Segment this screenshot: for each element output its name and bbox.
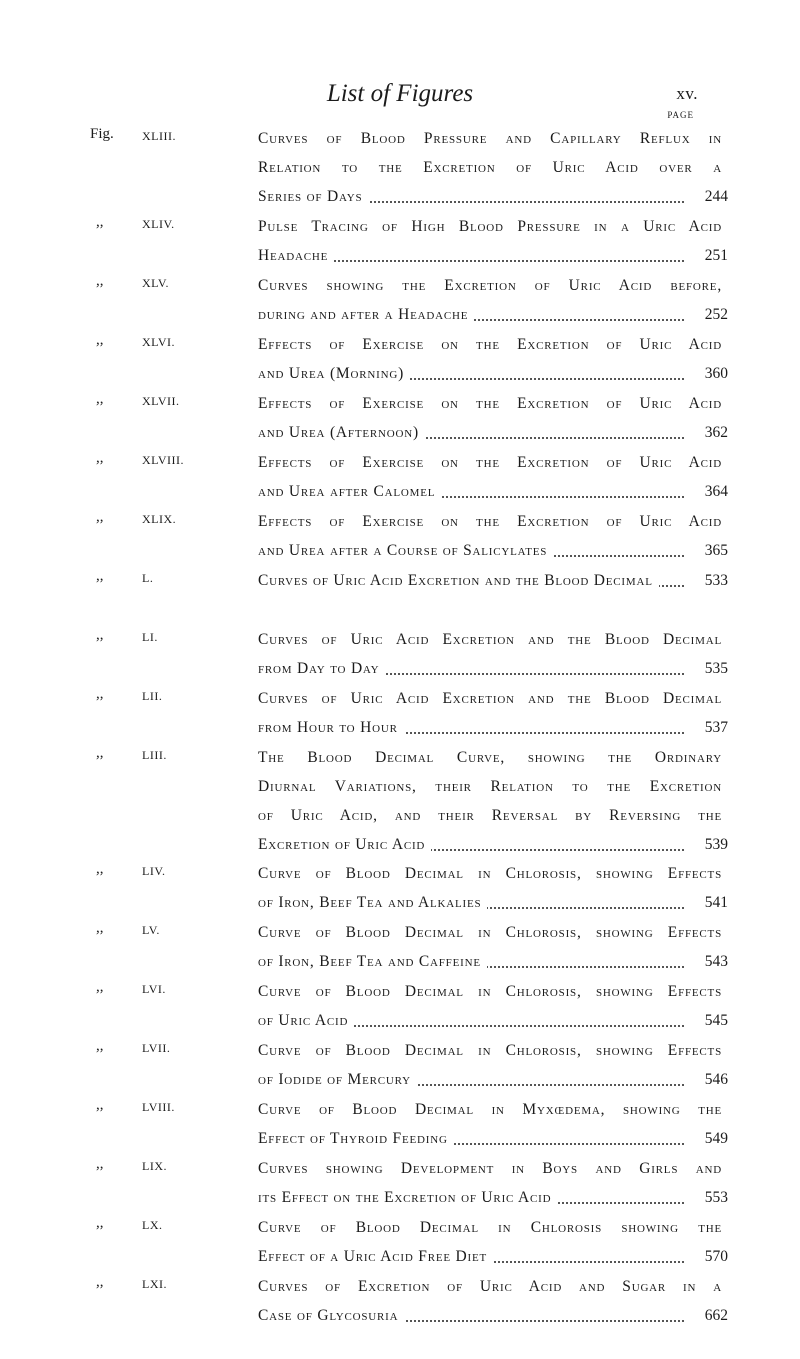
caption-line	[258, 241, 728, 270]
caption-line	[258, 300, 728, 329]
caption-text: its Effect on the Excretion of Uric Acid	[258, 1189, 557, 1206]
caption-line	[258, 830, 728, 859]
figure-number: LIII.	[142, 748, 167, 762]
caption-text: The Blood Decimal Curve, showing the Ordinary	[258, 749, 728, 766]
caption-text: Curve of Blood Decimal in Chlorosis showing the	[258, 1219, 728, 1236]
figure-page-number: 662	[699, 1301, 728, 1330]
caption-text: Curve of Blood Decimal in Chlorosis, showing Effects	[258, 983, 728, 1000]
figure-entry	[0, 918, 800, 977]
caption-text: and Urea after Calomel	[258, 483, 441, 500]
caption-line	[258, 507, 728, 536]
figure-caption	[258, 448, 728, 506]
ditto-mark: ,,	[96, 920, 104, 936]
ditto-mark: ,,	[96, 861, 104, 877]
caption-line	[258, 359, 728, 388]
figure-number: LII.	[142, 689, 163, 703]
figure-number: LVI.	[142, 982, 166, 996]
figure-list	[0, 124, 800, 1331]
figure-page-number: 533	[699, 566, 728, 595]
ditto-mark: ,,	[96, 686, 104, 702]
caption-text: Pulse Tracing of High Blood Pressure in a Uric Acid	[258, 218, 728, 235]
caption-line	[258, 1065, 728, 1094]
caption-line	[258, 1124, 728, 1153]
caption-text: Curves showing Development in Boys and Girls and	[258, 1160, 728, 1177]
caption-text: Curve of Blood Decimal in Chlorosis, showing Effects	[258, 1042, 728, 1059]
caption-text: Effects of Exercise on the Excretion of Uric Acid	[258, 454, 728, 471]
ditto-mark: ,,	[96, 979, 104, 995]
caption-line	[258, 684, 728, 713]
figure-page-number: 545	[699, 1006, 728, 1035]
running-title: List of Figures	[326, 80, 474, 107]
caption-text: of Iron, Beef Tea and Caffeine	[258, 953, 487, 970]
caption-text: Curves of Blood Pressure and Capillary Reflux in	[258, 130, 728, 147]
figure-caption	[258, 743, 728, 859]
figure-number: L.	[142, 571, 154, 585]
figure-entry	[0, 625, 800, 684]
figure-entry	[0, 389, 800, 448]
caption-text: Excretion of Uric Acid	[258, 836, 431, 853]
figure-caption	[258, 212, 728, 270]
caption-line	[258, 477, 728, 506]
figure-page-number: 553	[699, 1183, 728, 1212]
ditto-mark: ,,	[96, 450, 104, 466]
figure-number: LV.	[142, 923, 160, 937]
caption-line	[258, 1095, 728, 1124]
figure-caption	[258, 1272, 728, 1330]
figure-entry	[0, 271, 800, 330]
figure-number: XLV.	[142, 276, 170, 290]
caption-text: from Hour to Hour	[258, 719, 404, 736]
page-number: xv.	[676, 84, 698, 103]
figure-number: XLVIII.	[142, 453, 185, 467]
figure-caption	[258, 389, 728, 447]
ditto-mark: ,,	[96, 1215, 104, 1231]
figure-number: XLIX.	[142, 512, 177, 526]
figure-entry	[0, 1272, 800, 1331]
caption-line	[258, 1242, 728, 1271]
figure-caption	[258, 859, 728, 917]
ditto-mark: ,,	[96, 627, 104, 643]
figure-caption	[258, 330, 728, 388]
caption-text: Effects of Exercise on the Excretion of Uric Acid	[258, 513, 728, 530]
figure-entry	[0, 977, 800, 1036]
ditto-mark: ,,	[96, 509, 104, 525]
figure-number: LIV.	[142, 864, 166, 878]
ditto-mark: ,,	[96, 568, 104, 584]
caption-text: Curves showing the Excretion of Uric Acid before,	[258, 277, 728, 294]
caption-line	[258, 182, 728, 211]
figure-page-number: 535	[699, 654, 728, 683]
figure-entry	[0, 684, 800, 743]
caption-line	[258, 418, 728, 447]
figure-caption	[258, 977, 728, 1035]
figure-number: XLIII.	[142, 129, 176, 143]
caption-line	[258, 1154, 728, 1183]
figure-number: LXI.	[142, 1277, 167, 1291]
caption-line	[258, 1301, 728, 1330]
caption-line	[258, 888, 728, 917]
caption-text: of Iron, Beef Tea and Alkalies	[258, 894, 487, 911]
figure-entry	[0, 859, 800, 918]
caption-line	[258, 947, 728, 976]
figure-caption	[258, 1154, 728, 1212]
figure-page-number: 539	[699, 830, 728, 859]
caption-text: of Uric Acid	[258, 1012, 354, 1029]
caption-line	[258, 536, 728, 565]
ditto-mark: ,,	[96, 1097, 104, 1113]
caption-text: Curves of Uric Acid Excretion and the Blood Decimal	[258, 690, 728, 707]
caption-line	[258, 654, 728, 683]
caption-line	[258, 1183, 728, 1212]
figure-number: LIX.	[142, 1159, 167, 1173]
caption-line	[258, 124, 728, 153]
page-column-label: PAGE	[667, 110, 694, 120]
figure-entry	[0, 1154, 800, 1213]
caption-line	[258, 153, 728, 182]
figure-caption	[258, 507, 728, 565]
figure-page-number: 541	[699, 888, 728, 917]
ditto-mark: ,,	[96, 1156, 104, 1172]
caption-text: Curves of Excretion of Uric Acid and Sugar in a	[258, 1278, 728, 1295]
figure-number: XLVII.	[142, 394, 180, 408]
figure-page-number: 543	[699, 947, 728, 976]
caption-text: Effect of a Uric Acid Free Diet	[258, 1248, 493, 1265]
caption-line	[258, 1213, 728, 1242]
caption-text: Diurnal Variations, their Relation to the Excretion	[258, 778, 728, 795]
ditto-mark: ,,	[96, 273, 104, 289]
figure-page-number: 537	[699, 713, 728, 742]
ditto-mark: ,,	[96, 332, 104, 348]
caption-text: Curve of Blood Decimal in Chlorosis, showing Effects	[258, 924, 728, 941]
figure-entry	[0, 743, 800, 859]
figure-number: XLVI.	[142, 335, 176, 349]
figure-caption	[258, 124, 728, 211]
figure-caption	[258, 684, 728, 742]
caption-line	[258, 212, 728, 241]
caption-line	[258, 713, 728, 742]
figure-entry	[0, 448, 800, 507]
figure-number: LI.	[142, 630, 158, 644]
ditto-mark: ,,	[96, 745, 104, 761]
caption-text: Series of Days	[258, 188, 368, 205]
figure-page-number: 364	[699, 477, 728, 506]
figure-caption	[258, 1213, 728, 1271]
figure-page-number: 244	[699, 182, 728, 211]
caption-text: Curves of Uric Acid Excretion and the Blood Decimal	[258, 572, 659, 589]
caption-line	[258, 566, 728, 595]
caption-line	[258, 330, 728, 359]
figure-caption	[258, 1095, 728, 1153]
figure-caption	[258, 918, 728, 976]
caption-line	[258, 1006, 728, 1035]
caption-text: Relation to the Excretion of Uric Acid over a	[258, 159, 728, 176]
figure-entry	[0, 124, 800, 212]
figure-prefix: Fig.	[90, 126, 114, 142]
caption-text: Curve of Blood Decimal in Chlorosis, showing Effects	[258, 865, 728, 882]
figure-entry	[0, 1095, 800, 1154]
figure-caption	[258, 271, 728, 329]
caption-line	[258, 977, 728, 1006]
figure-number: LX.	[142, 1218, 163, 1232]
caption-text: Curves of Uric Acid Excretion and the Blood Decimal	[258, 631, 728, 648]
figure-page-number: 549	[699, 1124, 728, 1153]
figure-entry	[0, 1213, 800, 1272]
caption-line	[258, 859, 728, 888]
caption-text: Curve of Blood Decimal in Myxœdema, showing the	[258, 1101, 728, 1118]
caption-text: Headache	[258, 247, 334, 264]
caption-text: Effects of Exercise on the Excretion of Uric Acid	[258, 336, 728, 353]
ditto-mark: ,,	[96, 1274, 104, 1290]
caption-line	[258, 271, 728, 300]
figure-page-number: 251	[699, 241, 728, 270]
caption-line	[258, 448, 728, 477]
caption-text: during and after a Headache	[258, 306, 474, 323]
caption-line	[258, 918, 728, 947]
figure-number: LVII.	[142, 1041, 171, 1055]
caption-line	[258, 389, 728, 418]
caption-line	[258, 772, 728, 801]
figure-entry	[0, 566, 800, 625]
figure-caption	[258, 1036, 728, 1094]
figure-page-number: 252	[699, 300, 728, 329]
caption-text: Case of Glycosuria	[258, 1307, 404, 1324]
figure-number: LVIII.	[142, 1100, 175, 1114]
figure-page-number: 362	[699, 418, 728, 447]
caption-line	[258, 1272, 728, 1301]
figure-caption	[258, 625, 728, 683]
caption-line	[258, 1036, 728, 1065]
figure-entry	[0, 1036, 800, 1095]
figure-page-number: 546	[699, 1065, 728, 1094]
caption-text: Effect of Thyroid Feeding	[258, 1130, 454, 1147]
figure-entry	[0, 330, 800, 389]
figure-entry	[0, 507, 800, 566]
figure-page-number: 360	[699, 359, 728, 388]
caption-text: and Urea (Afternoon)	[258, 424, 425, 441]
figure-number: XLIV.	[142, 217, 175, 231]
caption-line	[258, 743, 728, 772]
figure-caption	[258, 566, 728, 595]
ditto-mark: ,,	[96, 214, 104, 230]
caption-line	[258, 801, 728, 830]
caption-text: Effects of Exercise on the Excretion of Uric Acid	[258, 395, 728, 412]
caption-text: and Urea after a Course of Salicylates	[258, 542, 553, 559]
figure-entry	[0, 212, 800, 271]
caption-line	[258, 625, 728, 654]
caption-text: and Urea (Morning)	[258, 365, 410, 382]
caption-text: of Iodide of Mercury	[258, 1071, 417, 1088]
ditto-mark: ,,	[96, 1038, 104, 1054]
figure-page-number: 570	[699, 1242, 728, 1271]
caption-text: from Day to Day	[258, 660, 385, 677]
ditto-mark: ,,	[96, 391, 104, 407]
caption-text: of Uric Acid, and their Reversal by Reversing the	[258, 807, 728, 824]
figure-page-number: 365	[699, 536, 728, 565]
